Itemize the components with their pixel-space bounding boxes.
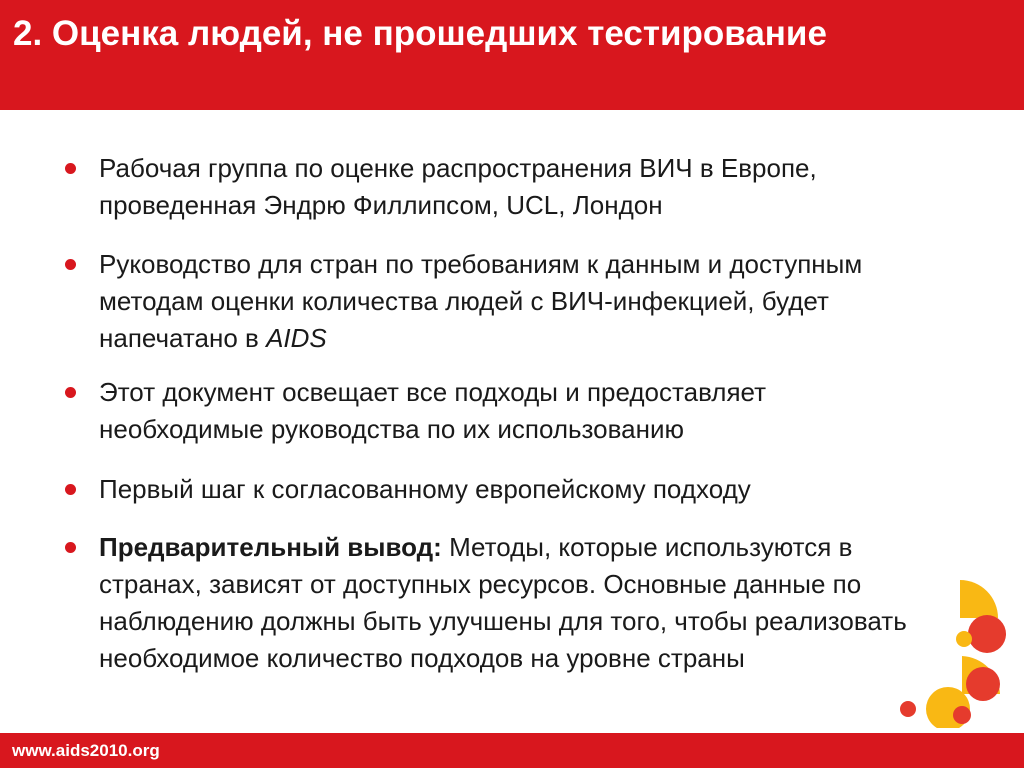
bullet-dot-icon <box>65 163 76 174</box>
title-bar <box>0 0 1024 110</box>
bullet-item <box>0 246 919 357</box>
bullet-item <box>0 374 929 448</box>
logo-red-dot-small <box>900 701 916 717</box>
aids2010-logo-icon <box>890 572 1024 728</box>
logo-yellow-quarter <box>960 580 998 618</box>
journal-name: AIDS <box>266 323 327 353</box>
bullet-dot-icon <box>65 387 76 398</box>
bullet-text: Методы, которые используются в странах, зависят от доступных ресурсов. Основные данные по наблюдению должны быть улучшены для того, чтобы реализовать необходимое количество подходов на уровне страны <box>99 532 907 673</box>
bullet-dot-icon <box>65 484 76 495</box>
bullet-text: Первый шаг к согласованному европейскому подходу <box>99 474 751 504</box>
bullet-list <box>0 150 960 677</box>
logo-red-circle-upper <box>968 615 1006 653</box>
bullet-text: Руководство для стран по требованиям к данным и доступным методам оценки количества людей с ВИЧ-инфекцией, будет напечатано в <box>99 249 863 353</box>
footer-bar <box>0 733 1024 768</box>
logo-red-circle-lower <box>966 667 1000 701</box>
bullet-dot-icon <box>65 259 76 270</box>
slide-title: 2. Оценка людей, не прошедших тестирование <box>13 14 827 53</box>
bullet-text: Этот документ освещает все подходы и предоставляет необходимые руководства по их использованию <box>99 377 767 444</box>
footer-website-link[interactable]: www.aids2010.org <box>12 741 160 760</box>
conclusion-label: Предварительный вывод: <box>99 532 442 562</box>
logo-red-dot-bottom <box>953 706 971 724</box>
bullet-item <box>0 150 919 224</box>
logo-yellow-dot <box>956 631 972 647</box>
bullet-item <box>0 529 959 677</box>
bullet-dot-icon <box>65 542 76 553</box>
bullet-text: Рабочая группа по оценке распространения ВИЧ в Европе, проведенная Эндрю Филлипсом, UCL, Лондон <box>99 153 817 220</box>
bullet-item <box>0 471 959 508</box>
